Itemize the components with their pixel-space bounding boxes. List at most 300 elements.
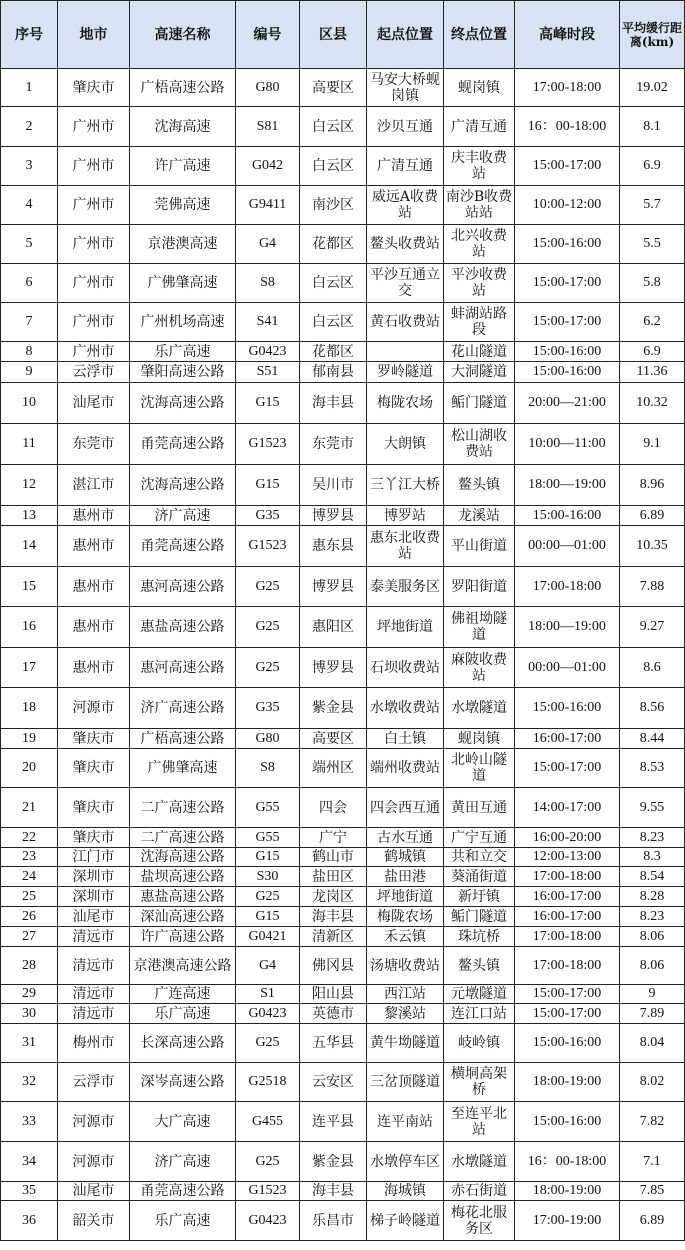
row-start-location-cell: 鳌头收费站 — [367, 225, 444, 264]
row-district-cell: 白云区 — [300, 303, 367, 342]
row-start-location-cell: 博罗站 — [367, 506, 444, 526]
row-avg-distance-cell: 9.55 — [620, 788, 685, 828]
row-city-cell: 惠州市 — [58, 607, 130, 648]
row-district-cell: 龙岗区 — [300, 887, 367, 907]
row-index-cell: 29 — [1, 985, 58, 1004]
row-avg-distance-cell: 8.56 — [620, 688, 685, 729]
row-avg-distance-cell: 11.36 — [620, 362, 685, 383]
row-city-cell: 东莞市 — [58, 424, 130, 465]
row-avg-distance-cell: 8.06 — [620, 947, 685, 985]
row-index-cell: 16 — [1, 607, 58, 648]
row-start-location-cell: 惠东北收费站 — [367, 526, 444, 567]
table-row — [1, 264, 685, 303]
row-route-code-cell: G15 — [236, 848, 300, 867]
row-expressway-name-cell: 济广高速 — [130, 506, 236, 526]
row-expressway-name-cell: 广连高速 — [130, 985, 236, 1004]
row-expressway-name-cell: 沈海高速公路 — [130, 848, 236, 867]
row-city-cell: 广州市 — [58, 342, 130, 362]
row-start-location-cell: 平沙互通立交 — [367, 264, 444, 303]
row-district-cell: 惠东县 — [300, 526, 367, 567]
row-start-location-cell: 坪地街道 — [367, 607, 444, 648]
row-peak-period-cell: 17:00-18:00 — [515, 947, 620, 985]
row-index-cell: 18 — [1, 688, 58, 729]
row-city-cell: 广州市 — [58, 264, 130, 303]
row-avg-distance-cell: 6.9 — [620, 342, 685, 362]
table-row — [1, 362, 685, 383]
row-district-cell: 南沙区 — [300, 186, 367, 225]
row-start-location-cell: 连平南站 — [367, 1102, 444, 1142]
row-route-code-cell: G1523 — [236, 1182, 300, 1201]
row-end-location-cell: 庆丰收费站 — [444, 147, 515, 186]
row-end-location-cell: 龙溪站 — [444, 506, 515, 526]
header-expressway-name: 高速名称 — [130, 1, 236, 69]
row-city-cell: 深圳市 — [58, 867, 130, 887]
row-avg-distance-cell: 9.27 — [620, 607, 685, 648]
row-end-location-cell: 赤石街道 — [444, 1182, 515, 1201]
row-district-cell: 乐昌市 — [300, 1201, 367, 1241]
row-end-location-cell: 珠坑桥 — [444, 927, 515, 947]
row-district-cell: 博罗县 — [300, 506, 367, 526]
row-city-cell: 河源市 — [58, 1102, 130, 1142]
row-district-cell: 花都区 — [300, 225, 367, 264]
table-row — [1, 947, 685, 985]
row-route-code-cell: G15 — [236, 907, 300, 927]
table-row — [1, 303, 685, 342]
row-index-cell: 31 — [1, 1024, 58, 1063]
row-start-location-cell: 黎溪站 — [367, 1004, 444, 1024]
table-row — [1, 1004, 685, 1024]
row-city-cell: 深圳市 — [58, 887, 130, 907]
row-avg-distance-cell: 9 — [620, 985, 685, 1004]
row-avg-distance-cell: 8.28 — [620, 887, 685, 907]
row-start-location-cell: 西江站 — [367, 985, 444, 1004]
header-avg-congestion-distance: 平均缓行距离(km) — [620, 1, 685, 69]
row-index-cell: 10 — [1, 383, 58, 424]
row-peak-period-cell: 16:00-17:00 — [515, 907, 620, 927]
table-row — [1, 648, 685, 688]
row-district-cell: 端州区 — [300, 749, 367, 788]
header-start-location: 起点位置 — [367, 1, 444, 69]
row-end-location-cell: 北兴收费站 — [444, 225, 515, 264]
row-district-cell: 东莞市 — [300, 424, 367, 465]
row-end-location-cell: 连江口站 — [444, 1004, 515, 1024]
row-avg-distance-cell: 8.23 — [620, 907, 685, 927]
row-route-code-cell: G1523 — [236, 526, 300, 567]
row-city-cell: 肇庆市 — [58, 69, 130, 107]
row-peak-period-cell: 16:00-17:00 — [515, 887, 620, 907]
row-start-location-cell — [367, 342, 444, 362]
row-avg-distance-cell: 5.5 — [620, 225, 685, 264]
row-start-location-cell: 端州收费站 — [367, 749, 444, 788]
row-route-code-cell: G15 — [236, 465, 300, 506]
row-index-cell: 26 — [1, 907, 58, 927]
row-index-cell: 24 — [1, 867, 58, 887]
row-avg-distance-cell: 7.89 — [620, 1004, 685, 1024]
row-district-cell: 博罗县 — [300, 567, 367, 607]
row-expressway-name-cell: 惠盐高速公路 — [130, 887, 236, 907]
row-start-location-cell: 广清互通 — [367, 147, 444, 186]
row-expressway-name-cell: 大广高速 — [130, 1102, 236, 1142]
row-peak-period-cell: 15:00-16:00 — [515, 506, 620, 526]
row-route-code-cell: G35 — [236, 506, 300, 526]
row-district-cell: 广宁 — [300, 828, 367, 848]
row-start-location-cell: 水墩停车区 — [367, 1142, 444, 1182]
row-peak-period-cell: 18:00—19:00 — [515, 607, 620, 648]
table-row — [1, 526, 685, 567]
header-end-location: 终点位置 — [444, 1, 515, 69]
row-city-cell: 云浮市 — [58, 1063, 130, 1102]
row-route-code-cell: G455 — [236, 1102, 300, 1142]
header-route-code: 编号 — [236, 1, 300, 69]
row-expressway-name-cell: 京港澳高速 — [130, 225, 236, 264]
header-district: 区县 — [300, 1, 367, 69]
row-district-cell: 佛冈县 — [300, 947, 367, 985]
table-header-row — [1, 1, 685, 69]
row-end-location-cell: 共和立交 — [444, 848, 515, 867]
row-peak-period-cell: 16：00-18:00 — [515, 107, 620, 147]
row-city-cell: 清远市 — [58, 985, 130, 1004]
row-expressway-name-cell: 肇阳高速公路 — [130, 362, 236, 383]
row-end-location-cell: 梅花北服务区 — [444, 1201, 515, 1241]
row-city-cell: 汕尾市 — [58, 907, 130, 927]
row-expressway-name-cell: 广梧高速公路 — [130, 729, 236, 749]
row-start-location-cell: 梅陇农场 — [367, 383, 444, 424]
row-city-cell: 肇庆市 — [58, 749, 130, 788]
row-end-location-cell: 佛祖坳隧道 — [444, 607, 515, 648]
row-index-cell: 1 — [1, 69, 58, 107]
row-index-cell: 13 — [1, 506, 58, 526]
row-expressway-name-cell: 广州机场高速 — [130, 303, 236, 342]
row-index-cell: 32 — [1, 1063, 58, 1102]
row-city-cell: 广州市 — [58, 147, 130, 186]
row-district-cell: 高要区 — [300, 729, 367, 749]
row-avg-distance-cell: 8.23 — [620, 828, 685, 848]
row-district-cell: 花都区 — [300, 342, 367, 362]
row-end-location-cell: 广清互通 — [444, 107, 515, 147]
row-end-location-cell: 鳌头镇 — [444, 947, 515, 985]
row-route-code-cell: G0423 — [236, 1004, 300, 1024]
row-index-cell: 4 — [1, 186, 58, 225]
row-start-location-cell: 梅陇农场 — [367, 907, 444, 927]
row-index-cell: 20 — [1, 749, 58, 788]
row-expressway-name-cell: 甬莞高速公路 — [130, 424, 236, 465]
row-peak-period-cell: 15:00-17:00 — [515, 264, 620, 303]
row-avg-distance-cell: 9.1 — [620, 424, 685, 465]
row-route-code-cell: G55 — [236, 828, 300, 848]
row-start-location-cell: 古水互通 — [367, 828, 444, 848]
table-row — [1, 1182, 685, 1201]
row-avg-distance-cell: 7.82 — [620, 1102, 685, 1142]
row-expressway-name-cell: 莞佛高速 — [130, 186, 236, 225]
row-peak-period-cell: 18:00-19:00 — [515, 1063, 620, 1102]
row-city-cell: 广州市 — [58, 225, 130, 264]
row-index-cell: 6 — [1, 264, 58, 303]
row-start-location-cell: 威远A收费站 — [367, 186, 444, 225]
table-row — [1, 688, 685, 729]
row-peak-period-cell: 15:00-17:00 — [515, 749, 620, 788]
row-avg-distance-cell: 19.02 — [620, 69, 685, 107]
table-row — [1, 1024, 685, 1063]
row-district-cell: 盐田区 — [300, 867, 367, 887]
table-row — [1, 848, 685, 867]
table-row — [1, 607, 685, 648]
row-city-cell: 广州市 — [58, 186, 130, 225]
row-peak-period-cell: 12:00-13:00 — [515, 848, 620, 867]
row-expressway-name-cell: 惠盐高速公路 — [130, 607, 236, 648]
row-index-cell: 27 — [1, 927, 58, 947]
row-expressway-name-cell: 二广高速公路 — [130, 788, 236, 828]
row-start-location-cell: 鹤城镇 — [367, 848, 444, 867]
row-route-code-cell: S30 — [236, 867, 300, 887]
row-end-location-cell: 花山隧道 — [444, 342, 515, 362]
row-avg-distance-cell: 8.02 — [620, 1063, 685, 1102]
row-index-cell: 19 — [1, 729, 58, 749]
row-end-location-cell: 北岭山隧道 — [444, 749, 515, 788]
row-expressway-name-cell: 乐广高速 — [130, 1004, 236, 1024]
row-route-code-cell: G80 — [236, 69, 300, 107]
row-expressway-name-cell: 乐广高速 — [130, 342, 236, 362]
row-route-code-cell: S51 — [236, 362, 300, 383]
row-route-code-cell: G4 — [236, 225, 300, 264]
row-city-cell: 清远市 — [58, 1004, 130, 1024]
row-start-location-cell: 黄牛坳隧道 — [367, 1024, 444, 1063]
row-avg-distance-cell: 8.04 — [620, 1024, 685, 1063]
row-peak-period-cell: 16:00-20:00 — [515, 828, 620, 848]
row-index-cell: 21 — [1, 788, 58, 828]
row-expressway-name-cell: 甬莞高速公路 — [130, 526, 236, 567]
row-district-cell: 白云区 — [300, 264, 367, 303]
row-route-code-cell: G25 — [236, 648, 300, 688]
row-start-location-cell: 马安大桥蚬岗镇 — [367, 69, 444, 107]
row-start-location-cell: 汤塘收费站 — [367, 947, 444, 985]
row-route-code-cell: G35 — [236, 688, 300, 729]
row-peak-period-cell: 16:00-17:00 — [515, 729, 620, 749]
row-avg-distance-cell: 10.35 — [620, 526, 685, 567]
table-row — [1, 465, 685, 506]
row-end-location-cell: 蚬岗镇 — [444, 729, 515, 749]
row-expressway-name-cell: 济广高速 — [130, 1142, 236, 1182]
row-expressway-name-cell: 惠河高速公路 — [130, 648, 236, 688]
row-peak-period-cell: 17:00-18:00 — [515, 927, 620, 947]
row-avg-distance-cell: 7.88 — [620, 567, 685, 607]
row-end-location-cell: 平山街道 — [444, 526, 515, 567]
row-city-cell: 江门市 — [58, 848, 130, 867]
row-city-cell: 广州市 — [58, 303, 130, 342]
row-city-cell: 广州市 — [58, 107, 130, 147]
row-avg-distance-cell: 7.1 — [620, 1142, 685, 1182]
row-city-cell: 清远市 — [58, 927, 130, 947]
row-district-cell: 博罗县 — [300, 648, 367, 688]
row-route-code-cell: G25 — [236, 1024, 300, 1063]
row-district-cell: 海丰县 — [300, 907, 367, 927]
table-row — [1, 927, 685, 947]
table-row — [1, 887, 685, 907]
row-start-location-cell: 沙贝互通 — [367, 107, 444, 147]
table-row — [1, 225, 685, 264]
row-city-cell: 河源市 — [58, 1142, 130, 1182]
row-start-location-cell: 三岔顶隧道 — [367, 1063, 444, 1102]
row-city-cell: 惠州市 — [58, 567, 130, 607]
row-avg-distance-cell: 6.2 — [620, 303, 685, 342]
row-peak-period-cell: 15:00-16:00 — [515, 688, 620, 729]
table-row — [1, 107, 685, 147]
row-index-cell: 2 — [1, 107, 58, 147]
row-start-location-cell: 罗岭隧道 — [367, 362, 444, 383]
row-route-code-cell: S8 — [236, 264, 300, 303]
row-district-cell: 连平县 — [300, 1102, 367, 1142]
row-district-cell: 阳山县 — [300, 985, 367, 1004]
row-peak-period-cell: 17:00-19:00 — [515, 1201, 620, 1241]
table-row — [1, 567, 685, 607]
row-end-location-cell: 罗阳街道 — [444, 567, 515, 607]
row-avg-distance-cell: 6.89 — [620, 1201, 685, 1241]
row-index-cell: 35 — [1, 1182, 58, 1201]
row-expressway-name-cell: 长深高速公路 — [130, 1024, 236, 1063]
row-route-code-cell: G0421 — [236, 927, 300, 947]
row-peak-period-cell: 17:00-18:00 — [515, 69, 620, 107]
row-avg-distance-cell: 10.32 — [620, 383, 685, 424]
row-route-code-cell: G9411 — [236, 186, 300, 225]
row-peak-period-cell: 15:00-16:00 — [515, 362, 620, 383]
row-index-cell: 25 — [1, 887, 58, 907]
row-route-code-cell: G55 — [236, 788, 300, 828]
row-expressway-name-cell: 盐坝高速公路 — [130, 867, 236, 887]
row-avg-distance-cell: 8.3 — [620, 848, 685, 867]
row-expressway-name-cell: 惠河高速公路 — [130, 567, 236, 607]
row-expressway-name-cell: 甬莞高速公路 — [130, 1182, 236, 1201]
row-district-cell: 紫金县 — [300, 1142, 367, 1182]
row-start-location-cell: 禾云镇 — [367, 927, 444, 947]
row-expressway-name-cell: 许广高速 — [130, 147, 236, 186]
row-city-cell: 汕尾市 — [58, 383, 130, 424]
row-peak-period-cell: 15:00-17:00 — [515, 985, 620, 1004]
row-index-cell: 33 — [1, 1102, 58, 1142]
row-district-cell: 清新区 — [300, 927, 367, 947]
table-row — [1, 788, 685, 828]
row-peak-period-cell: 00:00—01:00 — [515, 526, 620, 567]
row-start-location-cell: 梯子岭隧道 — [367, 1201, 444, 1241]
table-row — [1, 729, 685, 749]
row-city-cell: 惠州市 — [58, 648, 130, 688]
table-row — [1, 506, 685, 526]
row-district-cell: 英德市 — [300, 1004, 367, 1024]
row-peak-period-cell: 20:00—21:00 — [515, 383, 620, 424]
row-district-cell: 紫金县 — [300, 688, 367, 729]
row-index-cell: 28 — [1, 947, 58, 985]
row-avg-distance-cell: 8.44 — [620, 729, 685, 749]
row-peak-period-cell: 15:00-17:00 — [515, 147, 620, 186]
row-route-code-cell: G25 — [236, 607, 300, 648]
row-peak-period-cell: 10:00—11:00 — [515, 424, 620, 465]
row-end-location-cell: 横垌高架桥 — [444, 1063, 515, 1102]
row-city-cell: 清远市 — [58, 947, 130, 985]
row-route-code-cell: G4 — [236, 947, 300, 985]
table-row — [1, 342, 685, 362]
row-city-cell: 河源市 — [58, 688, 130, 729]
header-peak-period: 高峰时段 — [515, 1, 620, 69]
table-row — [1, 424, 685, 465]
row-expressway-name-cell: 二广高速公路 — [130, 828, 236, 848]
table-row — [1, 383, 685, 424]
row-start-location-cell: 坪地街道 — [367, 887, 444, 907]
row-end-location-cell: 水墩隧道 — [444, 688, 515, 729]
row-index-cell: 12 — [1, 465, 58, 506]
row-route-code-cell: G25 — [236, 887, 300, 907]
row-expressway-name-cell: 济广高速公路 — [130, 688, 236, 729]
row-start-location-cell: 大朗镇 — [367, 424, 444, 465]
row-end-location-cell: 葵涌街道 — [444, 867, 515, 887]
row-peak-period-cell: 17:00-18:00 — [515, 867, 620, 887]
table-body — [1, 69, 685, 1241]
row-city-cell: 肇庆市 — [58, 729, 130, 749]
row-start-location-cell: 三丫江大桥 — [367, 465, 444, 506]
row-district-cell: 吴川市 — [300, 465, 367, 506]
row-avg-distance-cell: 8.54 — [620, 867, 685, 887]
row-expressway-name-cell: 广梧高速公路 — [130, 69, 236, 107]
table-row — [1, 1142, 685, 1182]
row-peak-period-cell: 00:00—01:00 — [515, 648, 620, 688]
row-peak-period-cell: 15:00-16:00 — [515, 1024, 620, 1063]
row-index-cell: 11 — [1, 424, 58, 465]
row-index-cell: 36 — [1, 1201, 58, 1241]
row-index-cell: 34 — [1, 1142, 58, 1182]
row-start-location-cell: 泰美服务区 — [367, 567, 444, 607]
row-index-cell: 17 — [1, 648, 58, 688]
row-start-location-cell: 白土镇 — [367, 729, 444, 749]
row-district-cell: 四会 — [300, 788, 367, 828]
row-district-cell: 海丰县 — [300, 383, 367, 424]
row-index-cell: 22 — [1, 828, 58, 848]
table-row — [1, 1201, 685, 1241]
row-peak-period-cell: 18:00-19:00 — [515, 1182, 620, 1201]
row-district-cell: 鹤山市 — [300, 848, 367, 867]
row-start-location-cell: 石坝收费站 — [367, 648, 444, 688]
row-avg-distance-cell: 8.6 — [620, 648, 685, 688]
row-route-code-cell: G0423 — [236, 342, 300, 362]
row-index-cell: 30 — [1, 1004, 58, 1024]
row-end-location-cell: 平沙收费站 — [444, 264, 515, 303]
row-index-cell: 15 — [1, 567, 58, 607]
table-row — [1, 749, 685, 788]
row-expressway-name-cell: 沈海高速公路 — [130, 383, 236, 424]
row-start-location-cell: 海城镇 — [367, 1182, 444, 1201]
row-city-cell: 梅州市 — [58, 1024, 130, 1063]
row-avg-distance-cell: 5.7 — [620, 186, 685, 225]
row-city-cell: 肇庆市 — [58, 788, 130, 828]
row-expressway-name-cell: 沈海高速 — [130, 107, 236, 147]
row-end-location-cell: 鳌头镇 — [444, 465, 515, 506]
row-route-code-cell: G15 — [236, 383, 300, 424]
row-end-location-cell: 元墩隧道 — [444, 985, 515, 1004]
row-peak-period-cell: 17:00-18:00 — [515, 567, 620, 607]
row-end-location-cell: 蚬岗镇 — [444, 69, 515, 107]
row-start-location-cell: 盐田港 — [367, 867, 444, 887]
row-avg-distance-cell: 8.06 — [620, 927, 685, 947]
row-index-cell: 5 — [1, 225, 58, 264]
row-peak-period-cell: 15:00-16:00 — [515, 225, 620, 264]
row-end-location-cell: 广宁互通 — [444, 828, 515, 848]
row-avg-distance-cell: 8.53 — [620, 749, 685, 788]
row-avg-distance-cell: 6.89 — [620, 506, 685, 526]
row-route-code-cell: S81 — [236, 107, 300, 147]
row-end-location-cell: 黄田互通 — [444, 788, 515, 828]
row-peak-period-cell: 16：00-18:00 — [515, 1142, 620, 1182]
row-avg-distance-cell: 8.1 — [620, 107, 685, 147]
row-peak-period-cell: 15:00-16:00 — [515, 342, 620, 362]
header-index: 序号 — [1, 1, 58, 69]
row-end-location-cell: 蚌湖站路段 — [444, 303, 515, 342]
row-city-cell: 韶关市 — [58, 1201, 130, 1241]
